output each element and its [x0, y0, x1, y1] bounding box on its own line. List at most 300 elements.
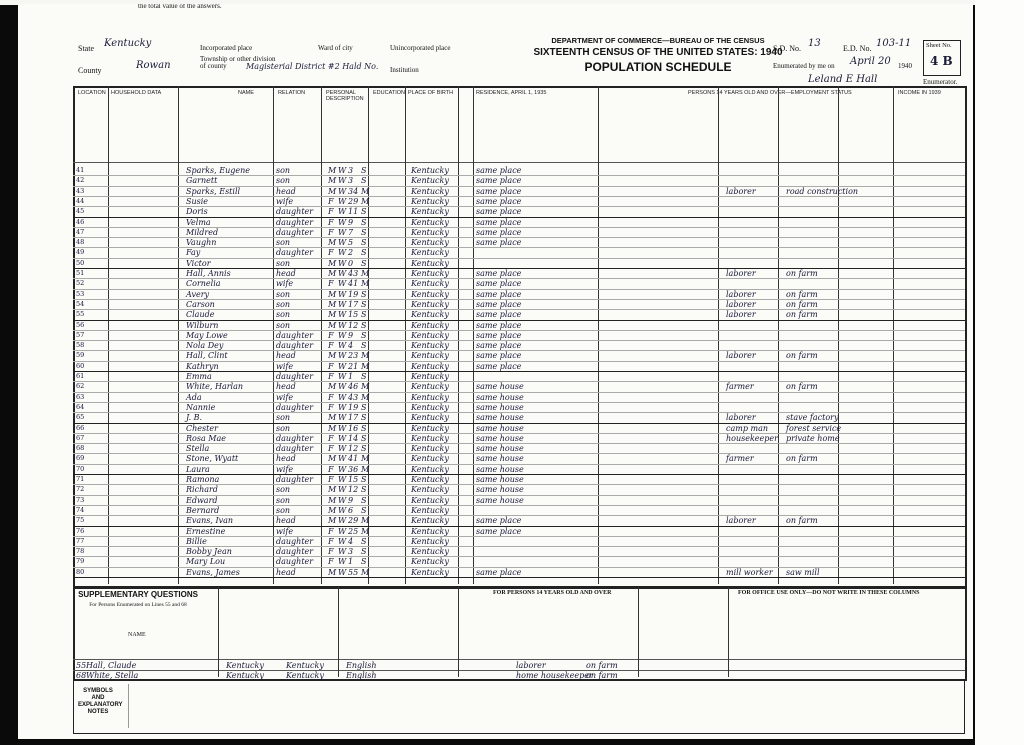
line-number: 75: [76, 516, 85, 525]
residence-1935: same place: [476, 207, 522, 217]
birthplace: Kentucky: [411, 433, 449, 443]
age: 34: [348, 186, 359, 196]
birthplace: Kentucky: [411, 289, 449, 299]
person-name: Carson: [186, 299, 215, 309]
birthplace: Kentucky: [411, 444, 449, 454]
line-number: 61: [76, 372, 85, 380]
marital-status: S: [361, 475, 367, 484]
line-number: 43: [76, 186, 85, 195]
line-number: 57: [76, 330, 85, 339]
line-number: 66: [76, 423, 85, 432]
person-name: Hall, Clint: [186, 351, 228, 361]
birthplace: Kentucky: [411, 475, 449, 484]
birthplace: Kentucky: [411, 567, 449, 577]
sex: F: [328, 444, 334, 454]
race: W: [338, 454, 347, 464]
sex: F: [328, 475, 334, 484]
table-row: [76, 362, 968, 371]
race: W: [338, 320, 347, 330]
group-income: INCOME IN 1939: [898, 90, 941, 96]
table-row: [76, 321, 968, 330]
table-row: [76, 351, 968, 360]
table-row: [76, 547, 968, 556]
supplementary-title: SUPPLEMENTARY QUESTIONS: [78, 590, 198, 599]
occupation: home housekeeper: [516, 671, 593, 680]
marital-status: S: [361, 330, 367, 340]
person-name: Billie: [186, 536, 207, 546]
line-number: 65: [76, 413, 85, 422]
marital-status: M: [361, 516, 370, 526]
person-name: Laura: [186, 464, 210, 474]
residence-1935: same house: [476, 413, 524, 423]
table-row: [76, 279, 968, 288]
sex: M: [328, 351, 337, 361]
age: 4: [348, 536, 354, 546]
race: W: [338, 547, 347, 557]
sex: F: [328, 557, 334, 567]
line-number: 73: [76, 495, 85, 504]
birthplace: Kentucky: [411, 505, 449, 515]
age: 1: [348, 557, 354, 567]
marital-status: S: [361, 299, 367, 309]
industry: on farm: [786, 454, 818, 464]
marital-status: S: [361, 320, 367, 330]
relation: daughter: [276, 557, 314, 567]
age: 2: [348, 248, 354, 258]
residence-1935: same place: [476, 341, 522, 351]
race: W: [338, 341, 347, 351]
race: W: [338, 372, 347, 381]
occupation: housekeeper: [726, 433, 778, 443]
sex: F: [328, 248, 334, 258]
line-number: 48: [76, 238, 85, 247]
residence-1935: same place: [476, 330, 522, 340]
person-name: White, Stella: [86, 671, 139, 680]
table-row: [76, 248, 968, 257]
marital-status: S: [361, 310, 367, 320]
table-row: [76, 403, 968, 412]
sex: M: [328, 567, 337, 577]
table-row: [76, 259, 968, 268]
relation: son: [276, 299, 291, 309]
ward-label: Ward of city: [318, 44, 353, 52]
line-number: 76: [76, 526, 85, 535]
residence-1935: same place: [476, 217, 522, 227]
person-name: May Lowe: [186, 330, 228, 340]
age: 17: [348, 413, 359, 423]
line-number: 68: [76, 671, 87, 680]
marital-status: S: [361, 217, 367, 227]
residence-1935: same place: [476, 567, 522, 577]
line-number: 49: [76, 248, 85, 257]
sex: M: [328, 505, 337, 515]
marital-status: S: [361, 341, 367, 351]
table-row: [76, 176, 968, 185]
marital-status: M: [361, 454, 370, 464]
race: W: [338, 248, 347, 258]
relation: daughter: [276, 341, 314, 351]
sex: F: [328, 547, 334, 557]
marital-status: S: [361, 547, 367, 557]
sex: M: [328, 413, 337, 423]
table-row: [76, 527, 968, 536]
age: 16: [348, 423, 359, 433]
table-row: [76, 228, 968, 237]
table-row: [76, 434, 968, 443]
race: W: [338, 227, 347, 237]
mother-birthplace: Kentucky: [286, 671, 324, 680]
person-name: Emma: [186, 372, 212, 381]
institution-label: Institution: [390, 66, 419, 74]
person-name: Sparks, Eugene: [186, 166, 250, 175]
person-name: Kathryn: [186, 361, 219, 371]
residence-1935: same place: [476, 269, 522, 278]
race: W: [338, 166, 347, 175]
marital-status: S: [361, 402, 367, 412]
birthplace: Kentucky: [411, 454, 449, 464]
department-line: DEPARTMENT OF COMMERCE—BUREAU OF THE CENSUS: [551, 36, 765, 45]
sex: F: [328, 433, 334, 443]
race: W: [338, 423, 347, 433]
industry: on farm: [786, 269, 818, 278]
race: W: [338, 495, 347, 505]
age: 14: [348, 433, 359, 443]
relation: son: [276, 485, 291, 495]
age: 41: [348, 279, 359, 289]
table-row: [76, 557, 968, 566]
age: 3: [348, 176, 354, 186]
supplementary-name-col: NAME: [128, 632, 146, 638]
marital-status: M: [361, 464, 370, 474]
table-row: [76, 475, 968, 484]
sex: M: [328, 485, 337, 495]
table-row: [76, 187, 968, 196]
marital-status: S: [361, 536, 367, 546]
birthplace: Kentucky: [411, 526, 449, 536]
group-personal: PERSONAL DESCRIPTION: [326, 90, 364, 102]
group-residence: RESIDENCE, APRIL 1, 1935: [476, 90, 547, 96]
birthplace: Kentucky: [411, 310, 449, 320]
age: 19: [348, 289, 359, 299]
enumerator-name: Leland E Hall: [808, 74, 878, 85]
person-name: Avery: [186, 289, 210, 299]
marital-status: S: [361, 557, 367, 567]
person-name: Doris: [186, 207, 208, 217]
residence-1935: same house: [476, 454, 524, 464]
race: W: [338, 433, 347, 443]
age: 19: [348, 402, 359, 412]
sex: F: [328, 464, 334, 474]
race: W: [338, 464, 347, 474]
line-number: 51: [76, 269, 85, 277]
birthplace: Kentucky: [411, 402, 449, 412]
line-number: 58: [76, 341, 85, 350]
race: W: [338, 217, 347, 227]
person-name: White, Harlan: [186, 382, 244, 392]
race: W: [338, 289, 347, 299]
line-number: 52: [76, 279, 85, 288]
race: W: [338, 485, 347, 495]
relation: daughter: [276, 217, 314, 227]
person-name: Bobby Jean: [186, 547, 232, 557]
residence-1935: same house: [476, 382, 524, 392]
person-name: Mildred: [186, 227, 219, 237]
occupation: laborer: [516, 661, 546, 670]
relation: daughter: [276, 207, 314, 217]
birthplace: Kentucky: [411, 248, 449, 258]
group-employment: PERSONS 14 YEARS OLD AND OVER—EMPLOYMENT STATUS: [688, 90, 852, 96]
sex: M: [328, 423, 337, 433]
marital-status: S: [361, 258, 367, 268]
table-row: [76, 310, 968, 319]
person-name: Susie: [186, 196, 209, 206]
county-value: Rowan: [136, 60, 171, 71]
father-birthplace: Kentucky: [226, 661, 264, 670]
residence-1935: same place: [476, 279, 522, 289]
sex: F: [328, 372, 334, 381]
race: W: [338, 351, 347, 361]
person-name: Victor: [186, 258, 211, 268]
birthplace: Kentucky: [411, 330, 449, 340]
marital-status: M: [361, 382, 370, 392]
line-number: 70: [76, 464, 85, 473]
relation: daughter: [276, 372, 314, 381]
age: 41: [348, 454, 359, 464]
industry: stave factory: [786, 413, 839, 423]
residence-1935: same place: [476, 166, 522, 175]
relation: daughter: [276, 402, 314, 412]
marital-status: M: [361, 392, 370, 402]
birthplace: Kentucky: [411, 279, 449, 289]
race: W: [338, 567, 347, 577]
person-name: J. B.: [186, 413, 203, 423]
birthplace: Kentucky: [411, 341, 449, 351]
sex: F: [328, 227, 334, 237]
supplementary-row: [76, 661, 968, 670]
industry: private home: [786, 433, 840, 443]
group-household: HOUSEHOLD DATA: [111, 90, 162, 96]
birthplace: Kentucky: [411, 547, 449, 557]
line-number: 64: [76, 402, 85, 411]
marital-status: S: [361, 433, 367, 443]
residence-1935: same place: [476, 310, 522, 320]
occupation: laborer: [726, 289, 756, 299]
line-number: 55: [76, 661, 87, 670]
person-name: Evans, James: [186, 567, 240, 577]
marital-status: S: [361, 505, 367, 515]
sheet-label: Sheet No.: [926, 42, 952, 49]
persons14-label: FOR PERSONS 14 YEARS OLD AND OVER: [493, 590, 612, 596]
race: W: [338, 413, 347, 423]
unincorporated-label: Unincorporated place: [390, 44, 451, 52]
person-name: Claude: [186, 310, 215, 320]
occupation: laborer: [726, 351, 756, 361]
relation: daughter: [276, 536, 314, 546]
state-value: Kentucky: [104, 38, 152, 49]
marital-status: S: [361, 176, 367, 186]
sex: M: [328, 289, 337, 299]
relation: wife: [276, 526, 294, 536]
birthplace: Kentucky: [411, 227, 449, 237]
line-number: 62: [76, 382, 85, 391]
occupation: laborer: [726, 269, 756, 278]
age: 55: [348, 567, 359, 577]
birthplace: Kentucky: [411, 361, 449, 371]
age: 15: [348, 310, 359, 320]
group-name: NAME: [238, 90, 254, 96]
person-name: Stone, Wyatt: [186, 454, 239, 464]
line-number: 79: [76, 557, 85, 566]
residence-1935: same house: [476, 495, 524, 505]
residence-1935: same place: [476, 289, 522, 299]
enumerator-label: Enumerator.: [923, 78, 958, 86]
residence-1935: same place: [476, 361, 522, 371]
industry: on farm: [786, 310, 818, 320]
table-row: [76, 269, 968, 278]
marital-status: S: [361, 423, 367, 433]
race: W: [338, 475, 347, 484]
race: W: [338, 258, 347, 268]
marital-status: S: [361, 485, 367, 495]
ed-label: E.D. No.: [843, 44, 872, 53]
residence-1935: same place: [476, 516, 522, 526]
race: W: [338, 402, 347, 412]
race: W: [338, 196, 347, 206]
age: 0: [348, 258, 354, 268]
occupation: laborer: [726, 299, 756, 309]
line-number: 74: [76, 505, 85, 514]
birthplace: Kentucky: [411, 423, 449, 433]
sex: F: [328, 361, 334, 371]
father-birthplace: Kentucky: [226, 671, 264, 680]
group-location: LOCATION: [78, 90, 106, 96]
census-sheet: [18, 4, 973, 739]
line-number: 80: [76, 567, 85, 576]
table-row: [76, 537, 968, 546]
race: W: [338, 269, 347, 278]
person-name: Richard: [186, 485, 218, 495]
sex: M: [328, 238, 337, 248]
line-number: 60: [76, 361, 85, 370]
occupation: laborer: [726, 413, 756, 423]
industry: on farm: [786, 382, 818, 392]
age: 17: [348, 299, 359, 309]
person-name: Evans, Ivan: [186, 516, 234, 526]
mother-birthplace: Kentucky: [286, 661, 324, 670]
birthplace: Kentucky: [411, 166, 449, 175]
industry: forest service: [786, 423, 842, 433]
residence-1935: same place: [476, 238, 522, 248]
table-row: [76, 197, 968, 206]
relation: daughter: [276, 433, 314, 443]
race: W: [338, 361, 347, 371]
line-number: 54: [76, 299, 85, 308]
residence-1935: same place: [476, 196, 522, 206]
residence-1935: same house: [476, 392, 524, 402]
age: 9: [348, 330, 354, 340]
person-name: Velma: [186, 217, 211, 227]
person-name: Ada: [186, 392, 202, 402]
supplementary-row: [76, 671, 968, 680]
sex: F: [328, 341, 334, 351]
occupation: farmer: [726, 382, 754, 392]
person-name: Nannie: [186, 402, 216, 412]
person-name: Ernestine: [186, 526, 226, 536]
sex: F: [328, 217, 334, 227]
relation: head: [276, 454, 296, 464]
race: W: [338, 536, 347, 546]
line-number: 55: [76, 310, 85, 319]
age: 12: [348, 320, 359, 330]
sex: F: [328, 526, 334, 536]
sex: F: [328, 279, 334, 289]
enumerated-year: 1940: [898, 62, 912, 70]
age: 9: [348, 495, 354, 505]
relation: daughter: [276, 330, 314, 340]
census-title: SIXTEENTH CENSUS OF THE UNITED STATES: 1940: [533, 47, 783, 58]
line-number: 71: [76, 475, 85, 483]
county-label: County: [78, 66, 102, 75]
age: 43: [348, 392, 359, 402]
sex: M: [328, 516, 337, 526]
age: 3: [348, 547, 354, 557]
line-number: 68: [76, 444, 85, 453]
line-number: 44: [76, 196, 85, 205]
line-number: 46: [76, 217, 85, 226]
table-row: [76, 372, 968, 381]
person-name: Edward: [186, 495, 218, 505]
table-row: [76, 238, 968, 247]
table-row: [76, 506, 968, 515]
birthplace: Kentucky: [411, 176, 449, 186]
sex: M: [328, 495, 337, 505]
age: 15: [348, 475, 359, 484]
relation: head: [276, 351, 296, 361]
relation: son: [276, 413, 291, 423]
table-row: [76, 465, 968, 474]
relation: wife: [276, 464, 294, 474]
line-number: 45: [76, 207, 85, 216]
enumerated-date: April 20: [850, 56, 891, 67]
sex: F: [328, 330, 334, 340]
age: 11: [348, 207, 359, 217]
birthplace: Kentucky: [411, 299, 449, 309]
marital-status: M: [361, 526, 370, 536]
person-name: Chester: [186, 423, 218, 433]
marital-status: S: [361, 289, 367, 299]
line-number: 67: [76, 433, 85, 442]
birthplace: Kentucky: [411, 269, 449, 278]
supplementary-subtitle: For Persons Enumerated on Lines 55 and 68: [89, 602, 187, 608]
residence-1935: same place: [476, 299, 522, 309]
line-number: 69: [76, 454, 85, 463]
table-row: [76, 444, 968, 453]
age: 6: [348, 505, 354, 515]
township-value: Magisterial District #2 Hald No.: [246, 62, 379, 71]
race: W: [338, 330, 347, 340]
industry: on farm: [586, 661, 618, 670]
person-name: Vaughn: [186, 238, 217, 248]
marital-status: S: [361, 238, 367, 248]
sex: M: [328, 299, 337, 309]
relation: son: [276, 166, 291, 175]
relation: son: [276, 495, 291, 505]
age: 43: [348, 269, 359, 278]
mother-tongue: English: [346, 671, 377, 680]
marital-status: S: [361, 166, 367, 175]
marital-status: S: [361, 444, 367, 454]
marital-status: M: [361, 269, 370, 278]
